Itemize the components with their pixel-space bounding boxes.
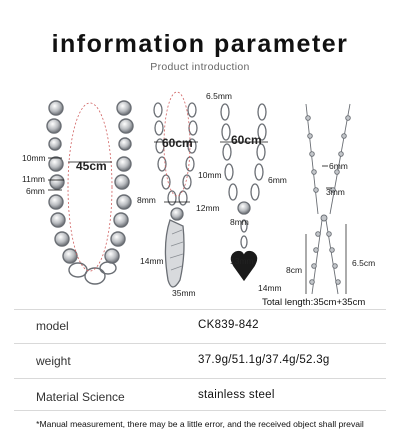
measure-width-2c: 12mm: [196, 203, 220, 213]
measure-width-3b: 8mm: [230, 217, 249, 227]
page-subtitle: Product introduction: [150, 61, 250, 73]
measure-pendant-3-width: 14mm: [258, 283, 282, 293]
measure-width-1b: 11mm: [22, 174, 45, 184]
measure-width-1a: 10mm: [22, 153, 46, 163]
page-title: information parameter: [51, 30, 349, 58]
spec-label-weight: weight: [36, 354, 71, 368]
necklace-4-image: [306, 104, 351, 294]
necklace-1-image: [47, 101, 133, 284]
spec-label-model: model: [36, 319, 69, 333]
divider: [14, 309, 386, 310]
measure-pendant-3-height: 13mm: [230, 256, 254, 266]
measure-width-4b: 3mm: [326, 187, 345, 197]
measurement-disclaimer: *Manual measurement, there may be a little error, and the received object shall prevail: [36, 419, 364, 429]
measure-width-top: 6.5mm: [206, 91, 232, 101]
measure-width-2a: 10mm: [198, 170, 222, 180]
spec-label-material: Material Science: [36, 390, 125, 404]
product-figure: [0, 84, 400, 316]
spec-value-weight: 37.9g/51.1g/37.4g/52.3g: [198, 354, 330, 366]
measure-pendant-2-width: 14mm: [140, 256, 164, 266]
measure-width-1c: 6mm: [26, 186, 45, 196]
measure-width-2b: 8mm: [137, 195, 156, 205]
spec-value-material: stainless steel: [198, 389, 275, 401]
measure-tassel-4: 6.5cm: [352, 258, 376, 268]
divider: [14, 410, 386, 411]
measure-length-2: 60cm: [162, 136, 193, 150]
spec-value-model: CK839-842: [198, 319, 259, 331]
divider: [14, 343, 386, 344]
necklace-illustrations: [0, 84, 400, 316]
measure-length-3: 60cm: [231, 133, 262, 147]
divider: [14, 378, 386, 379]
measure-pendant-2-length: 35mm: [172, 288, 196, 298]
measure-drop-4: 8cm: [286, 265, 303, 275]
necklace-3-image: [220, 104, 268, 280]
measure-width-4a: 6mm: [329, 161, 348, 171]
total-length: Total length:35cm+35cm: [262, 297, 366, 308]
measure-length-1: 45cm: [76, 159, 107, 173]
measure-width-3a: 6mm: [268, 175, 287, 185]
